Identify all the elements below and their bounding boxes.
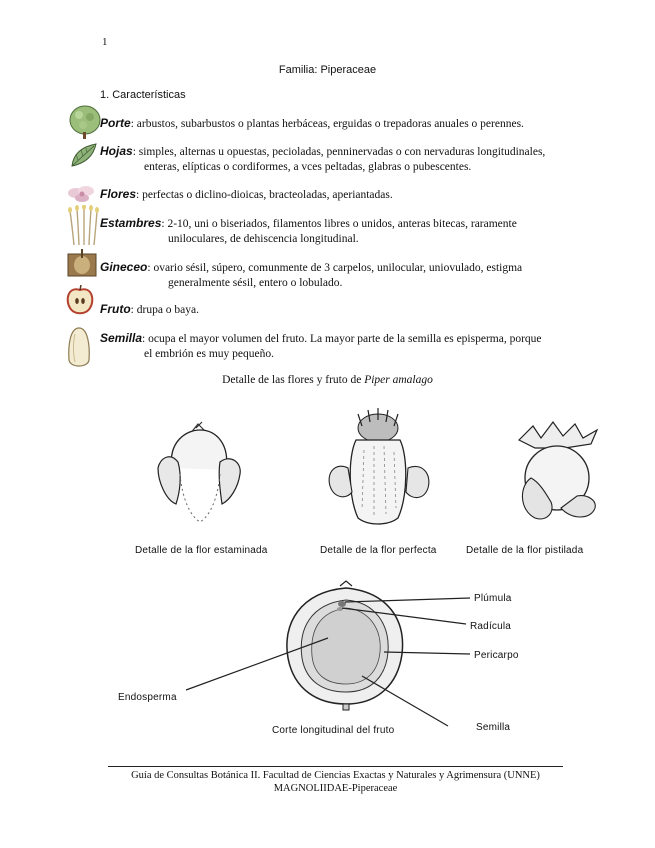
fruit-section-drawing (0, 580, 655, 730)
char-term: Estambres (100, 216, 162, 230)
char-row-semilla (100, 331, 566, 361)
char-row-flores (100, 187, 566, 203)
family-title: Familia: Piperaceae (278, 64, 377, 76)
char-term: Semilla (100, 331, 143, 345)
char-sep: : (132, 146, 139, 158)
label-endosperma: Endosperma (118, 692, 177, 703)
char-sep: : (130, 118, 137, 130)
char-row-estambres (100, 216, 566, 246)
caption-species: Piper amalago (364, 374, 433, 386)
section-title: 1. Características (100, 89, 186, 101)
char-term: Hojas (100, 144, 133, 158)
char-text: 2-10, uni o biseriados, filamentos libres o unidos, anteras bitecas, raramente (167, 218, 517, 230)
char-text: drupa o baya. (136, 304, 200, 316)
label-staminate: Detalle de la flor estaminada (135, 545, 268, 556)
semilla-seed-icon (66, 326, 92, 370)
hojas-leaf-icon (68, 140, 100, 170)
char-text: ovario sésil, súpero, comunmente de 3 carpelos, unilocular, uniovulado, estigma (153, 262, 523, 274)
label-pericarpo: Pericarpo (474, 650, 519, 661)
char-text: perfectas o diclino-dioicas, bracteoladas, aperiantadas. (142, 189, 393, 201)
pistillate-flower-drawing (505, 416, 613, 528)
char-sep: : (136, 189, 143, 201)
page-footer (108, 766, 563, 795)
char-text: arbustos, subarbustos o plantas herbáceas, erguidas o trepadoras anuales o perennes. (136, 118, 524, 130)
flores-flower-icon (66, 183, 98, 205)
char-term: Porte (100, 116, 131, 130)
staminate-flower-drawing (150, 418, 250, 526)
footer-line-1: Guía de Consultas Botánica II. Facultad de Ciencias Exactas y Naturales y Agrimensura (UNNE) (131, 770, 540, 781)
char-sep: : (130, 304, 137, 316)
char-text: ocupa el mayor volumen del fruto. La mayor parte de la semilla es episperma, porque (148, 333, 542, 345)
char-row-fruto (100, 302, 566, 318)
char-sep: : (142, 333, 149, 345)
char-term: Fruto (100, 302, 131, 316)
char-text-cont: generalmente sésil, entero o lobulado. (168, 276, 343, 289)
fruto-apple-icon (64, 284, 96, 316)
figure-caption (0, 374, 655, 386)
label-plumula: Plúmula (474, 593, 512, 604)
perfect-flower-drawing (318, 406, 438, 530)
page-number: 1 (102, 36, 108, 48)
char-row-porte (100, 116, 566, 132)
char-row-gineceo (100, 260, 566, 290)
char-text: simples, alternas u opuestas, pecioladas, penninervadas o con nervaduras longitudinales, (138, 146, 546, 158)
footer-line-2: MAGNOLIIDAE-Piperaceae (273, 783, 398, 794)
char-row-hojas (100, 144, 566, 174)
char-sep: : (147, 262, 154, 274)
label-perfect: Detalle de la flor perfecta (320, 545, 437, 556)
char-text-cont: uniloculares, de dehiscencia longitudinal. (168, 232, 359, 245)
estambres-stamen-icon (66, 205, 100, 249)
label-corte: Corte longitudinal del fruto (272, 725, 395, 736)
char-text-cont: enteras, elípticas o cordiformes, a vces peltadas, glabras o pubescentes. (144, 160, 472, 173)
label-semilla: Semilla (476, 722, 511, 733)
char-term: Gineceo (100, 260, 148, 274)
char-term: Flores (100, 187, 137, 201)
label-radicula: Radícula (470, 621, 512, 632)
caption-prefix: Detalle de las flores y fruto de (222, 374, 365, 386)
gineceo-pistil-icon (66, 248, 98, 278)
char-sep: : (161, 218, 168, 230)
porte-shrub-icon (68, 104, 102, 140)
char-text-cont: el embrión es muy pequeño. (144, 347, 274, 360)
label-pistillate: Detalle de la flor pistilada (466, 545, 584, 556)
